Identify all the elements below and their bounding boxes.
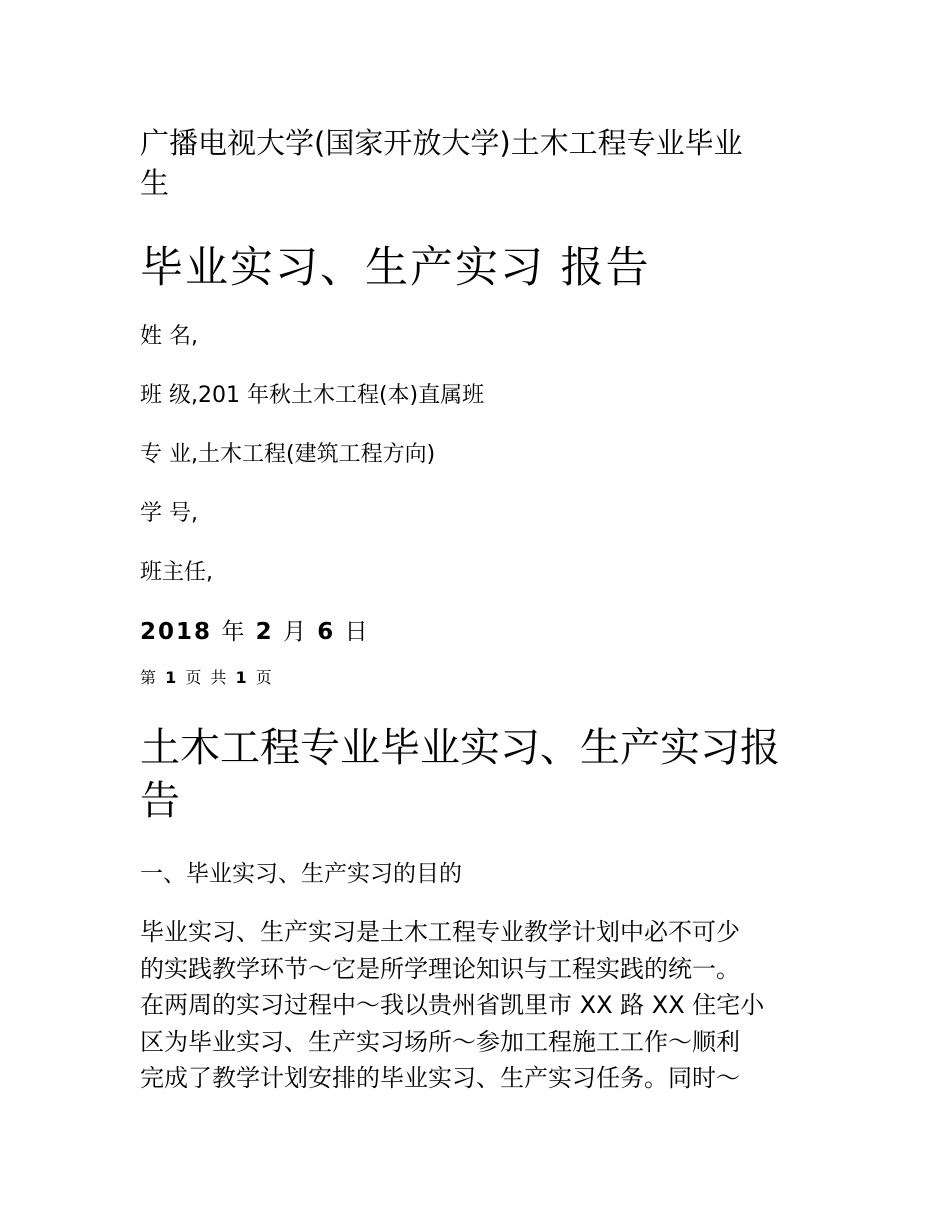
class-field: 班 级,201 年秋土木工程(本)直属班 (140, 383, 485, 408)
document-title-line-1: 广播电视大学(国家开放大学)土木工程专业毕业 (140, 126, 743, 160)
body-line: 在两周的实习过程中～我以贵州省凯里市 XX 路 XX 住宅小 (140, 991, 765, 1020)
date-year: 2018 (140, 619, 213, 645)
head-teacher-field: 班主任, (140, 560, 213, 585)
name-field: 姓 名, (140, 324, 198, 349)
body-line: 毕业实习、生产实习是土木工程专业教学计划中必不可少 (140, 918, 740, 946)
date-month-unit: 月 (282, 619, 308, 645)
page-number-total: 1 (235, 668, 249, 687)
page-number-middle: 页 共 (185, 668, 229, 687)
document-title (140, 123, 743, 203)
body-line: 完成了教学计划安排的毕业实习、生产实习任务。同时～ (140, 1064, 740, 1093)
body-line: 的实践教学环节～它是所学理论知识与工程实践的统一。 (140, 954, 740, 983)
date-day: 6 (317, 619, 336, 645)
body-line: 区为毕业实习、生产实习场所～参加工程施工工作～顺利 (140, 1027, 740, 1056)
page-number-suffix: 页 (255, 668, 274, 687)
date-day-unit: 日 (344, 619, 370, 645)
document-title-line-2: 生 (140, 166, 170, 200)
date-year-unit: 年 (221, 619, 247, 645)
main-title-line-2: 告 (140, 778, 180, 824)
report-date (140, 617, 370, 647)
section-body (140, 914, 764, 1097)
section-heading: 一、毕业实习、生产实习的目的 (140, 861, 462, 887)
student-id-field: 学 号, (140, 501, 198, 526)
major-field: 专 业,土木工程(建筑工程方向) (140, 442, 436, 467)
main-title-line-1: 土木工程专业毕业实习、生产实习报 (140, 725, 780, 771)
page-number-prefix: 第 (140, 668, 159, 687)
page-number (140, 667, 274, 689)
date-month: 2 (255, 619, 274, 645)
main-title (140, 722, 780, 828)
page-number-current: 1 (165, 668, 179, 687)
report-title: 毕业实习、生产实习 报告 (140, 243, 651, 293)
